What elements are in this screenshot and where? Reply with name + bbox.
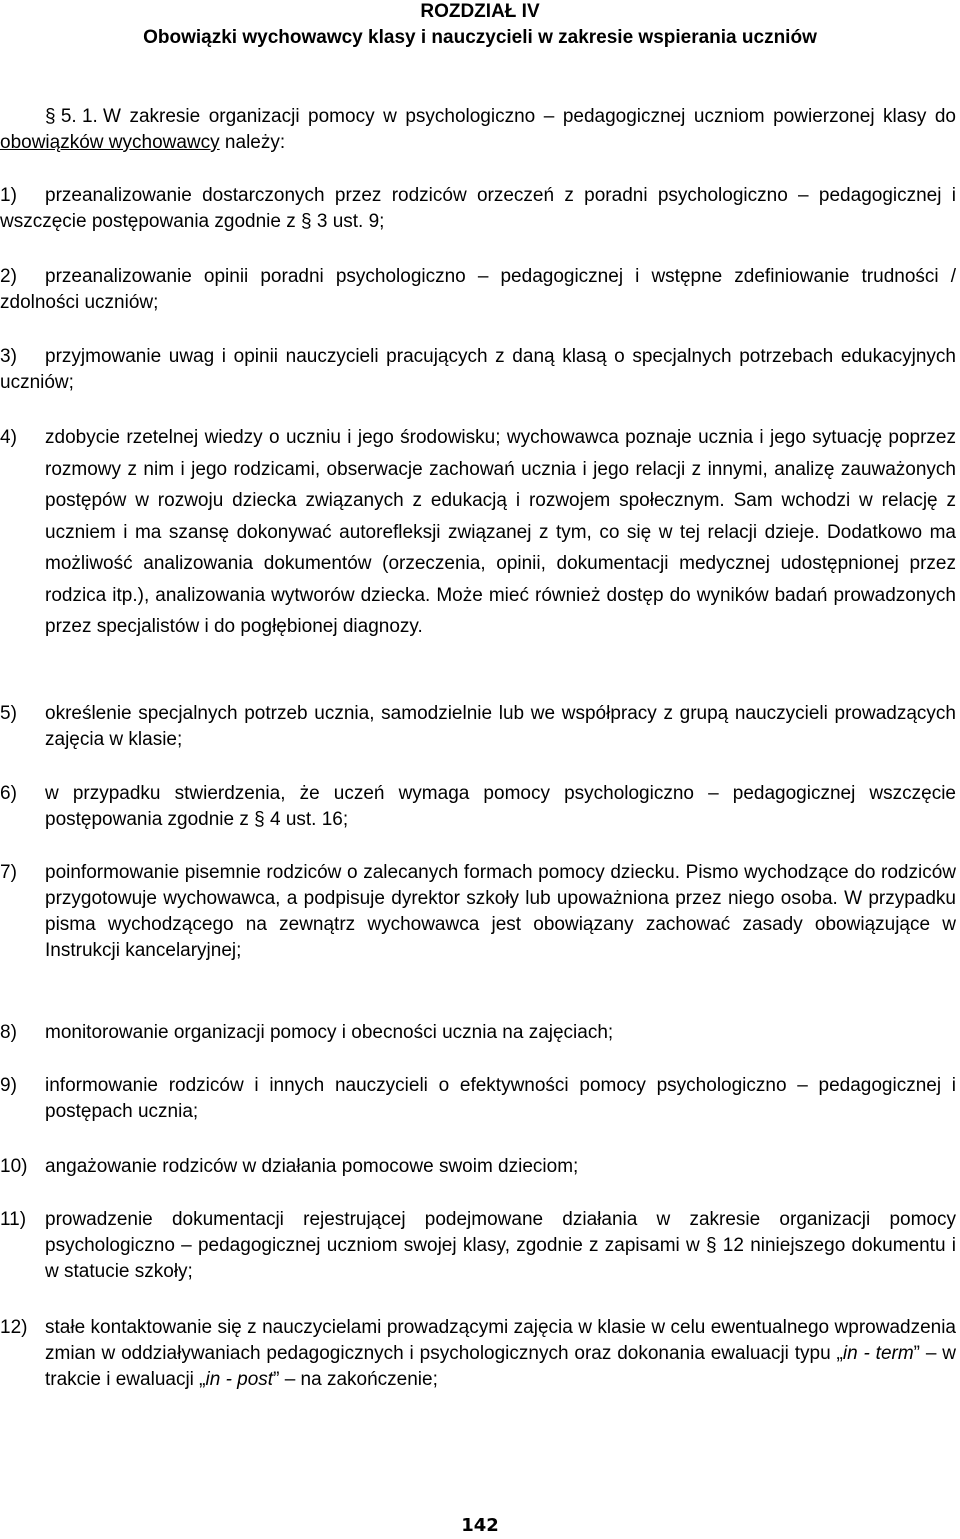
list-number: 5) [0, 703, 17, 724]
list-number: 12) [0, 1317, 28, 1338]
intro-link: obowiązków wychowawcy [0, 132, 220, 153]
list-number: 7) [0, 862, 17, 883]
list-text: określenie specjalnych potrzeb ucznia, samodzielnie lub we współpracy z grupą nauczycieli prowadzących zajęcia w klasie; [45, 703, 956, 750]
intro-text-end: należy: [219, 132, 286, 153]
term-in-term: in - term [842, 1343, 914, 1364]
list-item [0, 860, 956, 964]
item12-text-b: ” – w trakcie i ewaluacji „ [45, 1343, 956, 1390]
intro-text: W zakresie organizacji pomocy w psychologiczno – pedagogicznej uczniom powierzonej klasy do [103, 106, 956, 127]
list-item [0, 701, 956, 753]
list-item [0, 344, 956, 396]
list-number: 11) [0, 1209, 27, 1230]
list-text: poinformowanie pisemnie rodziców o zalecanych formach pomocy dziecku. Pismo wychodzące do rodziców przygotowuje wychowawca, a podpisuje dyrektor szkoły lub upoważniona przez niego osoba. W przypadku pisma wychodzącego na zewnątrz wychowawca jest obowiązany zachować zasady obowiązujące w Instrukcji kancelaryjnej; [45, 862, 956, 961]
list-text: przyjmowanie uwag i opinii nauczycieli pracujących z daną klasą o specjalnych potrzebach edukacyjnych uczniów; [0, 346, 956, 393]
list-item [0, 1020, 956, 1046]
list-text [45, 1315, 956, 1393]
list-item [0, 1154, 956, 1180]
list-item [0, 1073, 956, 1125]
item12-text-a: stałe kontaktowanie się z nauczycielami prowadzącymi zajęcia w klasie w celu ewentualnego wprowadzenia zmian w oddziaływaniach pedagogicznych i psychologicznych oraz dokonania ewaluacji typu „ [45, 1317, 956, 1364]
list-number: 2) [0, 266, 17, 287]
list-text: przeanalizowanie dostarczonych przez rodziców orzeczeń z poradni psychologiczno – pedagogicznej i wszczęcie postępowania zgodnie z § 3 ust. 9; [0, 185, 956, 232]
list-number: 9) [0, 1075, 17, 1096]
list-text: zdobycie rzetelnej wiedzy o uczniu i jego środowisku; wychowawca poznaje ucznia i jego sytuację poprzez rozmowy z nim i jego rodzicami, obserwacje zachowań ucznia i jego relacji z innymi, analizę zauważonych postępów w rozwoju dziecka związanych z edukacją i rozwojem społecznym. Sam wchodzi w relację z uczniem i ma szansę dokonywać autorefleksji związanej z tym, co się w tej relacji dzieje. Dodatkowo ma możliwość analizowania dokumentów (orzeczenia, opinii, dokumentacji medycznej udostępnionej przez rodzica itp.), analizowania wytworów dziecka. Może mieć również dostęp do wyników badań prowadzonych przez specjalistów i do pogłębionej diagnozy. [45, 427, 956, 637]
list-item [0, 781, 956, 833]
list-item [0, 183, 956, 235]
chapter-heading: ROZDZIAŁ IV [420, 1, 540, 22]
list-text: informowanie rodziców i innych nauczycieli o efektywności pomocy psychologiczno – pedagogicznej i postępach ucznia; [45, 1075, 956, 1122]
list-text: przeanalizowanie opinii poradni psychologiczno – pedagogicznej i wstępne zdefiniowanie trudności / zdolności uczniów; [0, 266, 956, 313]
list-item [0, 1315, 956, 1393]
list-number: 8) [0, 1022, 17, 1043]
list-number: 3) [0, 346, 17, 367]
list-item [0, 422, 956, 643]
list-number: 10) [0, 1156, 28, 1177]
section-number: § 5. 1. [45, 106, 98, 127]
chapter-subtitle: Obowiązki wychowawcy klasy i nauczycieli w zakresie wspierania uczniów [143, 27, 817, 48]
list-number: 1) [0, 185, 17, 206]
intro-paragraph [0, 104, 956, 156]
list-text: angażowanie rodziców w działania pomocowe swoim dzieciom; [45, 1156, 579, 1177]
list-item [0, 1207, 956, 1285]
list-text: prowadzenie dokumentacji rejestrującej podejmowane działania w zakresie organizacji pomocy psychologiczno – pedagogicznej uczniom swojej klasy, zgodnie z zapisami w § 12 niniejszego dokumentu i w statucie szkoły; [45, 1209, 956, 1282]
page-number: 142 [461, 1515, 499, 1536]
term-in-post: in - post [205, 1369, 274, 1390]
list-item [0, 264, 956, 316]
list-text: monitorowanie organizacji pomocy i obecności ucznia na zajęciach; [45, 1022, 614, 1043]
list-number: 6) [0, 783, 17, 804]
list-number: 4) [0, 427, 17, 448]
list-text: w przypadku stwierdzenia, że uczeń wymaga pomocy psychologiczno – pedagogicznej wszczęcie postępowania zgodnie z § 4 ust. 16; [45, 783, 956, 830]
item12-text-c: ” – na zakończenie; [273, 1369, 438, 1390]
